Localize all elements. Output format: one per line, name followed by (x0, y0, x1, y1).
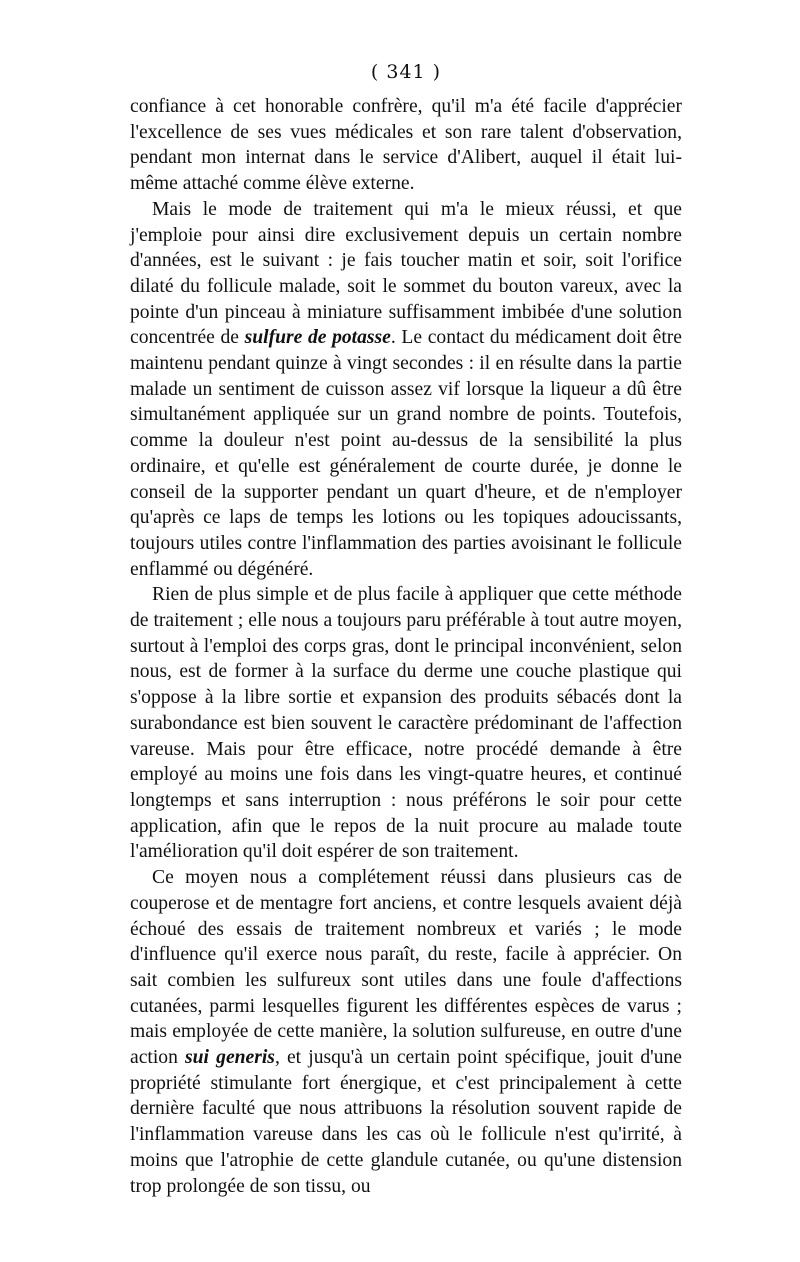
paragraph-1 (130, 94, 682, 197)
page-number: ( 341 ) (370, 61, 442, 83)
paragraph-2 (130, 197, 682, 583)
paragraph-text: Ce moyen nous a complétement réussi dans plusieurs cas de couperose et de mentagre fort anciens, et contre lesquels avaient déjà échoué des essais de traitement nombreux et variés ; le mode d'influence qu'il exerce nous paraît, du reste, facile à apprécier. On sait combien les sulfureux sont utiles dans une foule d'affections cutanées, parmi lesquelles figurent les différentes espèces de varus ; mais employée de cette manière, la solution sulfureuse, en outre d'une action (130, 867, 682, 1069)
paragraph-text: confiance à cet honorable confrère, qu'il m'a été facile d'apprécier l'excellence de ses vues médicales et son rare talent d'observation, pendant mon internat dans le service d'Alibert, auquel il était lui-même attaché comme élève externe. (130, 96, 682, 195)
paragraph-text: , et jusqu'à un certain point spécifique, jouit d'une propriété stimulante fort énergique, et c'est principalement à cette dernière faculté que nous attribuons la résolution souvent rapide de l'inflammation vareuse dans les cas où le follicule n'est qu'irrité, à moins que l'atrophie de cette glandule cutanée, ou qu'une distension trop prolongée de son tissu, ou (130, 1047, 682, 1197)
emphasized-term: sui generis (185, 1047, 275, 1069)
body-text (130, 94, 682, 1199)
paragraph-text: . Le contact du médicament doit être maintenu pendant quinze à vingt secondes : il en résulte dans la partie malade un sentiment de cuisson assez vif lorsque la liqueur a dû être simultanément appliquée sur un grand nombre de points. Toutefois, comme la douleur n'est point au-dessus de la sensibilité la plus ordinaire, et qu'elle est généralement de courte durée, je donne le conseil de la supporter pendant un quart d'heure, et de n'employer qu'après ce laps de temps les lotions ou les topiques adoucissants, toujours utiles contre l'inflammation des parties avoisinant le follicule enflammé ou dégénéré. (130, 327, 682, 580)
emphasized-term: sulfure de potasse (244, 327, 391, 349)
paragraph-4 (130, 865, 682, 1199)
paragraph-text: Mais le mode de traitement qui m'a le mieux réussi, et que j'emploie pour ainsi dire exclusivement depuis un certain nombre d'années, est le suivant : je fais toucher matin et soir, soit l'orifice dilaté du follicule malade, soit le sommet du bouton vareux, avec la pointe d'un pinceau à miniature suffisamment imbibée d'une solution concentrée de (130, 198, 682, 349)
paragraph-3 (130, 582, 682, 865)
paragraph-text: Rien de plus simple et de plus facile à appliquer que cette méthode de traitement ; elle nous a toujours paru préférable à tout autre moyen, surtout à l'emploi des corps gras, dont le principal inconvénient, selon nous, est de former à la surface du derme une couche plastique qui s'oppose à la libre sortie et expansion des produits sébacés dont la surabondance est bien souvent le caractère prédominant de l'affection vareuse. Mais pour être efficace, notre procédé demande à être employé au moins une fois dans les vingt-quatre heures, et continué longtemps et sans interruption : nous préférons le soir pour cette application, afin que le repos de la nuit procure au malade toute l'amélioration qu'il doit espérer de son traitement. (130, 584, 682, 863)
document-page (130, 60, 682, 1199)
